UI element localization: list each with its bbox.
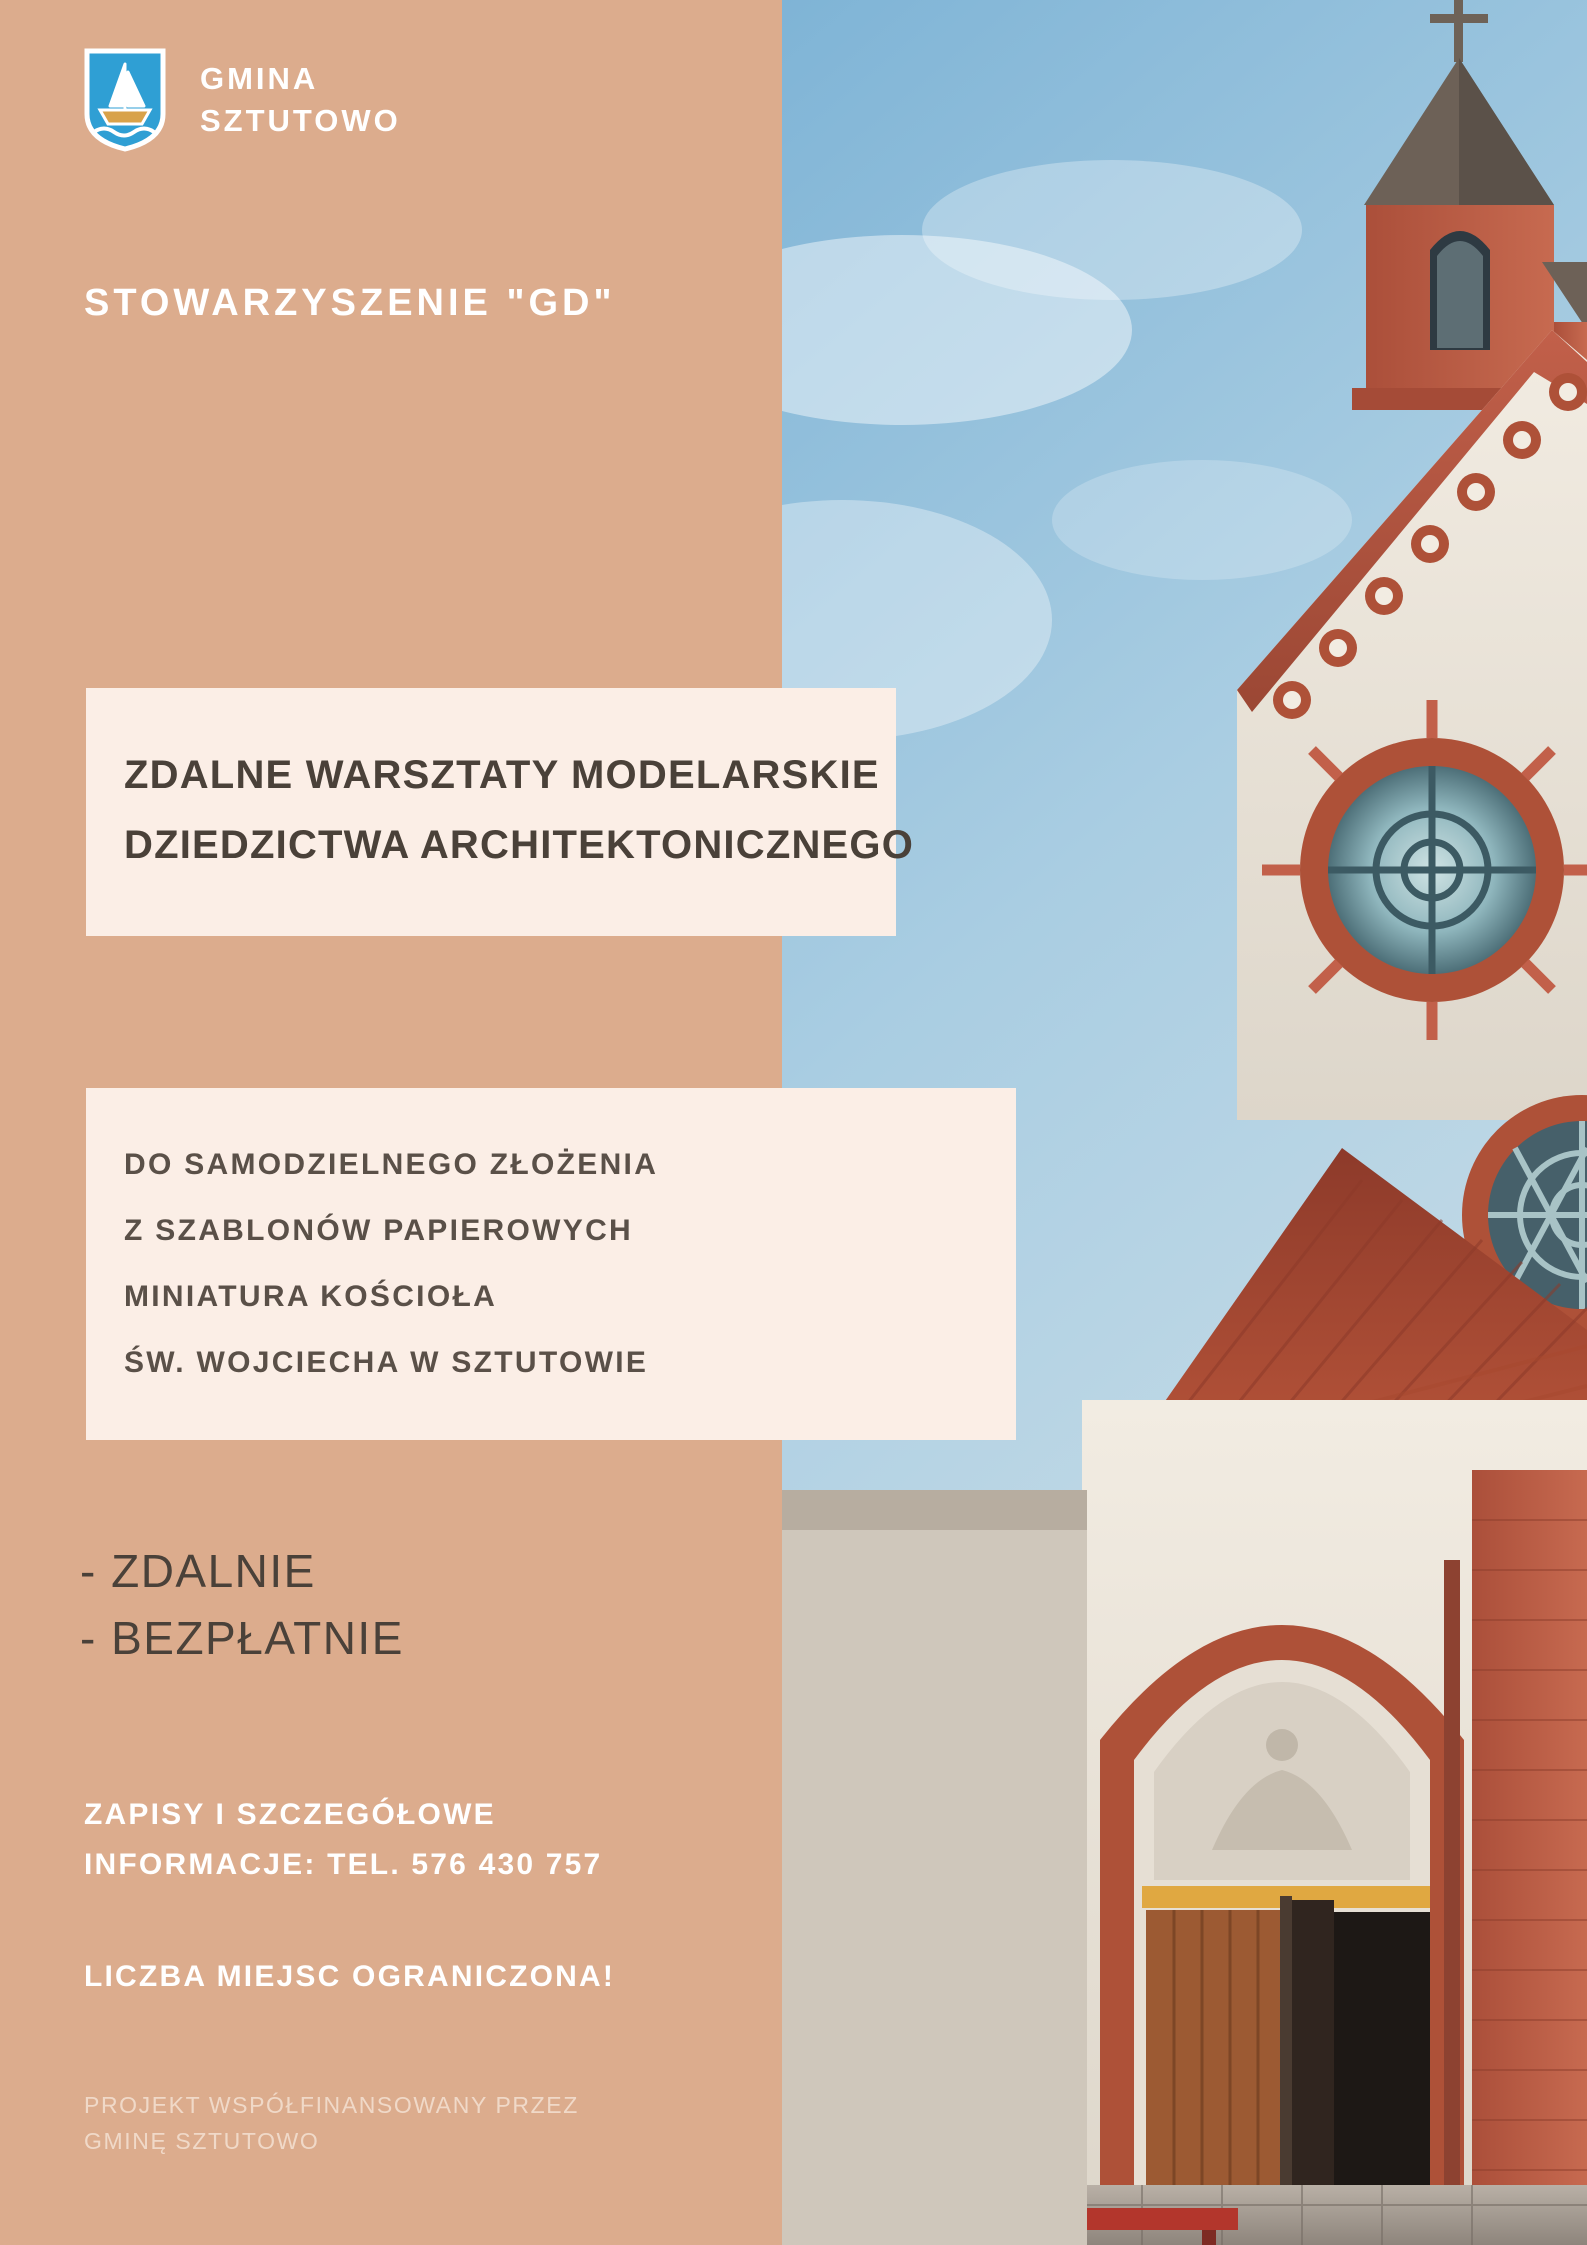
feature-item-free: - BEZPŁATNIE (80, 1611, 404, 1664)
workshop-title-block (86, 688, 915, 936)
funding-line-1: PROJEKT WSPÓŁFINANSOWANY PRZEZ (84, 2092, 579, 2118)
description-line-2: Z SZABLONÓW PAPIEROWYCH (124, 1214, 633, 1247)
contact-info (84, 1790, 602, 1889)
limited-places-notice: LICZBA MIEJSC OGRANICZONA! (84, 1960, 616, 1993)
funding-line-2: GMINĘ SZTUTOWO (84, 2127, 320, 2154)
feature-item-remote: - ZDALNIE (80, 1545, 316, 1597)
description-line-3: MINIATURA KOŚCIOŁA (124, 1280, 498, 1313)
municipality-line-1: GMINA (200, 61, 319, 97)
workshop-description-block (86, 1088, 1016, 1440)
workshop-title-line-1: ZDALNE WARSZTATY MODELARSKIE (124, 753, 880, 797)
municipality-line-2: SZTUTOWO (200, 103, 401, 138)
contact-line-1: ZAPISY I SZCZEGÓŁOWE (84, 1798, 496, 1831)
municipality-name (200, 58, 401, 142)
feature-list (80, 1538, 404, 1671)
coat-of-arms-sailboat-icon (84, 48, 166, 152)
organization-title: STOWARZYSZENIE "GD" (84, 282, 616, 324)
contact-phone[interactable]: INFORMACJE: TEL. 576 430 757 (84, 1847, 603, 1881)
description-line-1: DO SAMODZIELNEGO ZŁOŻENIA (124, 1148, 659, 1181)
description-line-4: ŚW. WOJCIECHA W SZTUTOWIE (124, 1346, 649, 1379)
workshop-title-line-2: DZIEDZICTWA ARCHITEKTONICZNEGO (124, 823, 915, 867)
municipality-header (84, 48, 401, 152)
funding-footer (84, 2088, 579, 2159)
